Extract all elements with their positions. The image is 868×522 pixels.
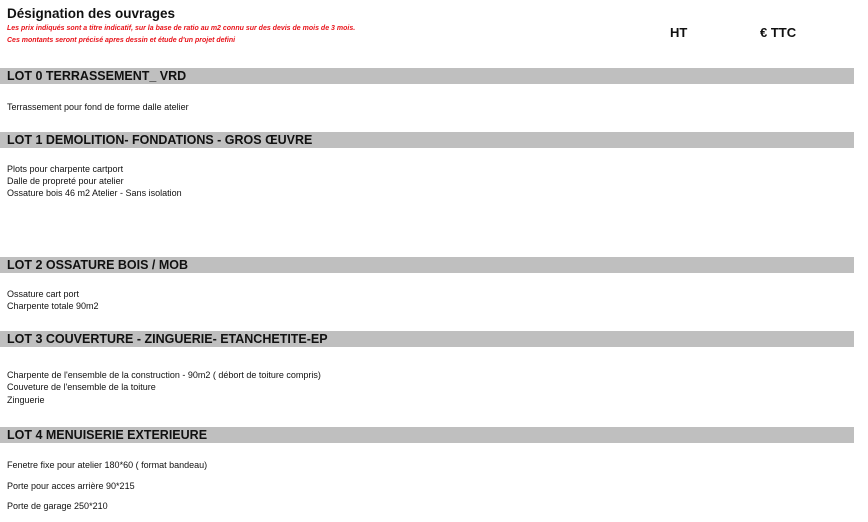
column-header-ht: HT bbox=[670, 25, 688, 40]
list-item: Couveture de l'ensemble de la toiture bbox=[7, 382, 156, 392]
list-item: Zinguerie bbox=[7, 395, 45, 405]
list-item: Charpente de l'ensemble de la construction - 90m2 ( débort de toiture compris) bbox=[7, 370, 321, 380]
lot-title: LOT 3 COUVERTURE - ZINGUERIE- ETANCHETITE-EP bbox=[7, 332, 328, 346]
list-item: Charpente totale 90m2 bbox=[7, 301, 99, 311]
lot-4-header bbox=[0, 427, 854, 443]
list-item: Dalle de propreté pour atelier bbox=[7, 176, 124, 186]
document-title: Désignation des ouvrages bbox=[7, 6, 176, 21]
list-item: Ossature bois 46 m2 Atelier - Sans isolation bbox=[7, 188, 182, 198]
list-item: Plots pour charpente cartport bbox=[7, 164, 124, 174]
lot-0-header bbox=[0, 68, 854, 84]
lot-title: LOT 2 OSSATURE BOIS / MOB bbox=[7, 258, 189, 272]
lot-1-header bbox=[0, 132, 854, 148]
price-disclaimer-note: Les prix indiqués sont a titre indicatif, sur la base de ratio au m2 connu sur des devis de mois de 3 mois. bbox=[7, 25, 356, 32]
list-item: Terrassement pour fond de forme dalle atelier bbox=[7, 102, 189, 112]
list-item: Porte pour acces arrière 90*215 bbox=[7, 481, 135, 491]
estimate-note: Ces montants seront précisé apres dessin et étude d'un projet defini bbox=[7, 37, 236, 44]
list-item: Fenetre fixe pour atelier 180*60 ( format bandeau) bbox=[7, 460, 208, 470]
lot-title: LOT 4 MENUISERIE EXTERIEURE bbox=[7, 428, 208, 442]
list-item: Porte de garage 250*210 bbox=[7, 501, 108, 511]
column-header-ttc: € TTC bbox=[760, 25, 797, 40]
lot-title: LOT 1 DEMOLITION- FONDATIONS - GROS ŒUVRE bbox=[7, 133, 313, 147]
lot-title: LOT 0 TERRASSEMENT_ VRD bbox=[7, 69, 187, 83]
lot-2-header bbox=[0, 257, 854, 273]
lot-3-header bbox=[0, 331, 854, 347]
list-item: Ossature cart port bbox=[7, 289, 80, 299]
